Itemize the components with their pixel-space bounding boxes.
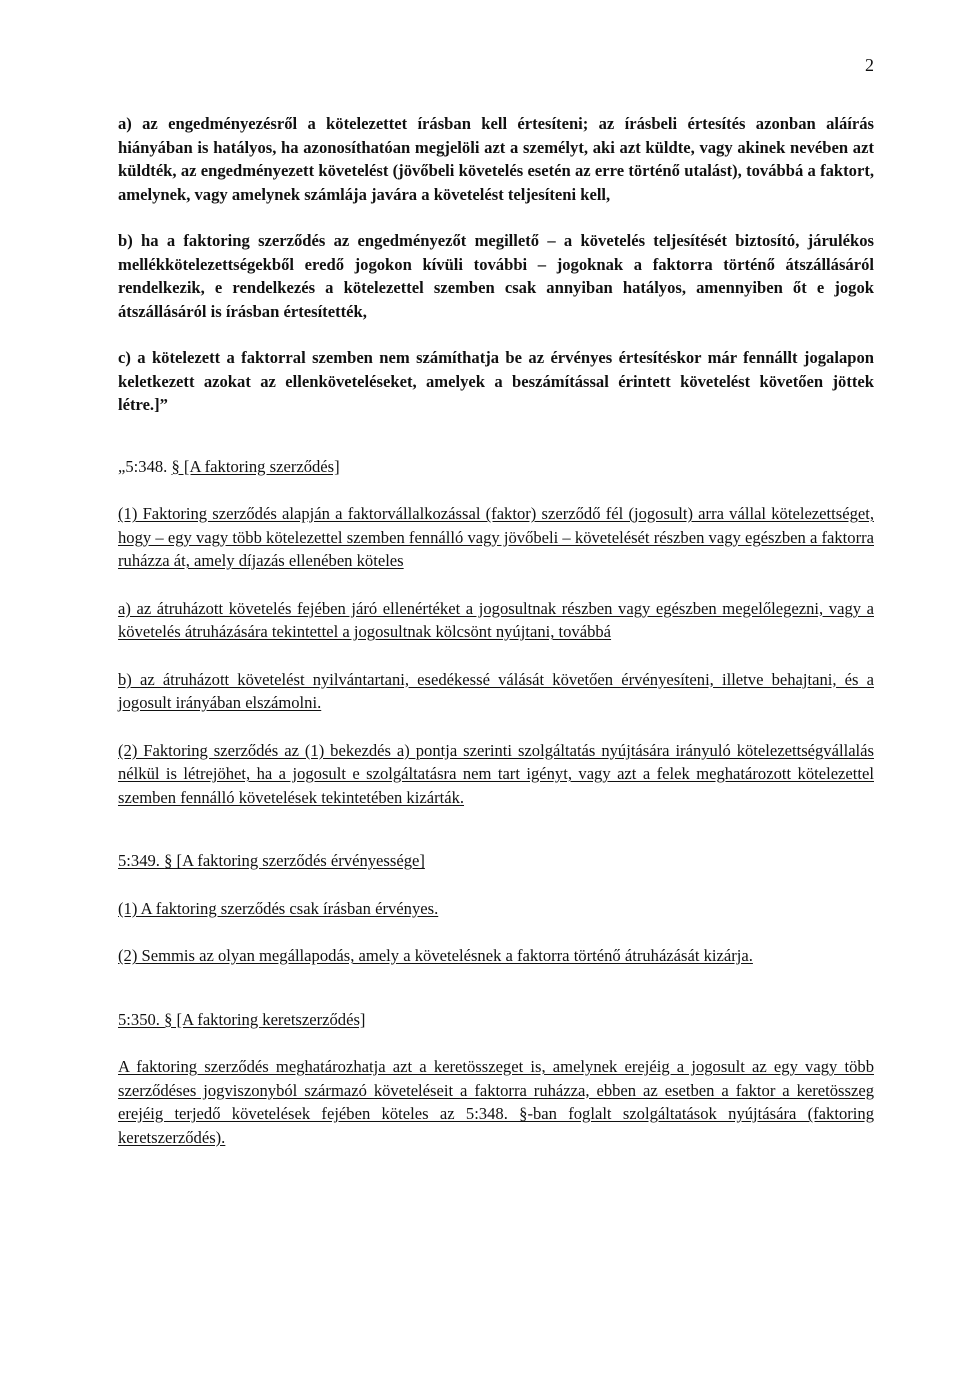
intro-item-c: c) a kötelezett a faktorral szemben nem számíthatja be az érvényes értesítéskor már fennállt jogalapon keletkezett azokat az ellenköveteléseket, amelyek a beszámítással érintett követelést követően jöttek létre.]”: [118, 348, 874, 414]
section-348-point-b: b) az átruházott követelést nyilvántartani, esedékessé válását követően érvényesíteni, illetve behajtani, és a jogosult irányában elszámolni.: [118, 669, 874, 712]
section-349-heading: [118, 849, 874, 873]
section-349-title: § [A faktoring szerződés érvényessége]: [164, 851, 425, 870]
section-348-heading: [118, 455, 874, 479]
section-348-paragraph-1: (1) Faktoring szerződés alapján a faktorvállalkozással (faktor) szerződő fél (jogosult) arra vállal kötelezettséget, hogy – egy vagy több kötelezettel szemben fennálló vagy jövőbeli – követelését részben vagy egészben a faktorra ruházza át, amely díjazás ellenében köteles: [118, 504, 874, 570]
section-348-point-a: a) az átruházott követelés fejében járó ellenértéket a jogosultnak részben vagy egészben megelőlegezni, vagy a követelés átruházására tekintettel a jogosultnak kölcsönt nyújtani, továbbá: [118, 598, 874, 641]
section-348-title: § [A faktoring szerződés]: [171, 456, 340, 476]
section-349-paragraph-2: (2) Semmis az olyan megállapodás, amely a követelésnek a faktorra történő átruházását kizárja.: [118, 946, 753, 965]
section-348-number: „5:348.: [118, 456, 172, 476]
section-348-paragraph-2: (2) Faktoring szerződés az (1) bekezdés a) pontja szerinti szolgáltatás nyújtására irányuló kötelezettségvállalás nélkül is létrejöhet, ha a jogosult e szolgáltatásra nem tart igényt, vagy azt a felek meghatározott kötelezettel szemben fennálló követelések tekintetében kizárták.: [118, 740, 874, 807]
intro-item-a: a) az engedményezésről a kötelezettet írásban kell értesíteni; az írásbeli értesítés azonban aláírás hiányában is hatályos, ha azonosíthatóan megjelöli azt a személyt, aki azt küldte, vagy akinek nevében azt küldték, az engedményezett követelést (jövőbeli követelés esetén az erre történő utalást), továbbá a faktort, amelynek, vagy amelynek számlája javára a követelést teljesíteni kell,: [118, 114, 874, 204]
section-350-heading: [118, 1008, 874, 1032]
page-number: 2: [865, 55, 874, 75]
section-349-number: 5:349.: [118, 851, 165, 870]
intro-item-b: b) ha a faktoring szerződés az engedményezőt megillető – a követelés teljesítését biztosító, járulékos mellékkötelezettségekből eredő jogokon kívüli további – jogoknak a faktorra történő átszállásáról rendelkezik, e rendelkezés a kötelezettel szemben csak annyiban hatályos, amennyiben őt e jogok átszállásáról is írásban értesítették,: [118, 231, 874, 321]
section-349-paragraph-1: (1) A faktoring szerződés csak írásban érvényes.: [118, 898, 439, 918]
section-350-paragraph-1: A faktoring szerződés meghatározhatja azt a keretösszeget is, amelynek erejéig a jogosult az egy vagy több szerződéses jogviszonyból származó követeléseit a faktorra ruházza, ebben az esetben a faktor a keretösszeg erejéig terjedő követelések fejében köteles az 5:348. §-ban foglalt szolgáltatások nyújtására (faktoring keretszerződés).: [118, 1057, 874, 1147]
document-body: [118, 112, 874, 1173]
section-350-title: § [A faktoring keretszerződés]: [164, 1009, 366, 1029]
section-350-number: 5:350.: [118, 1009, 165, 1029]
